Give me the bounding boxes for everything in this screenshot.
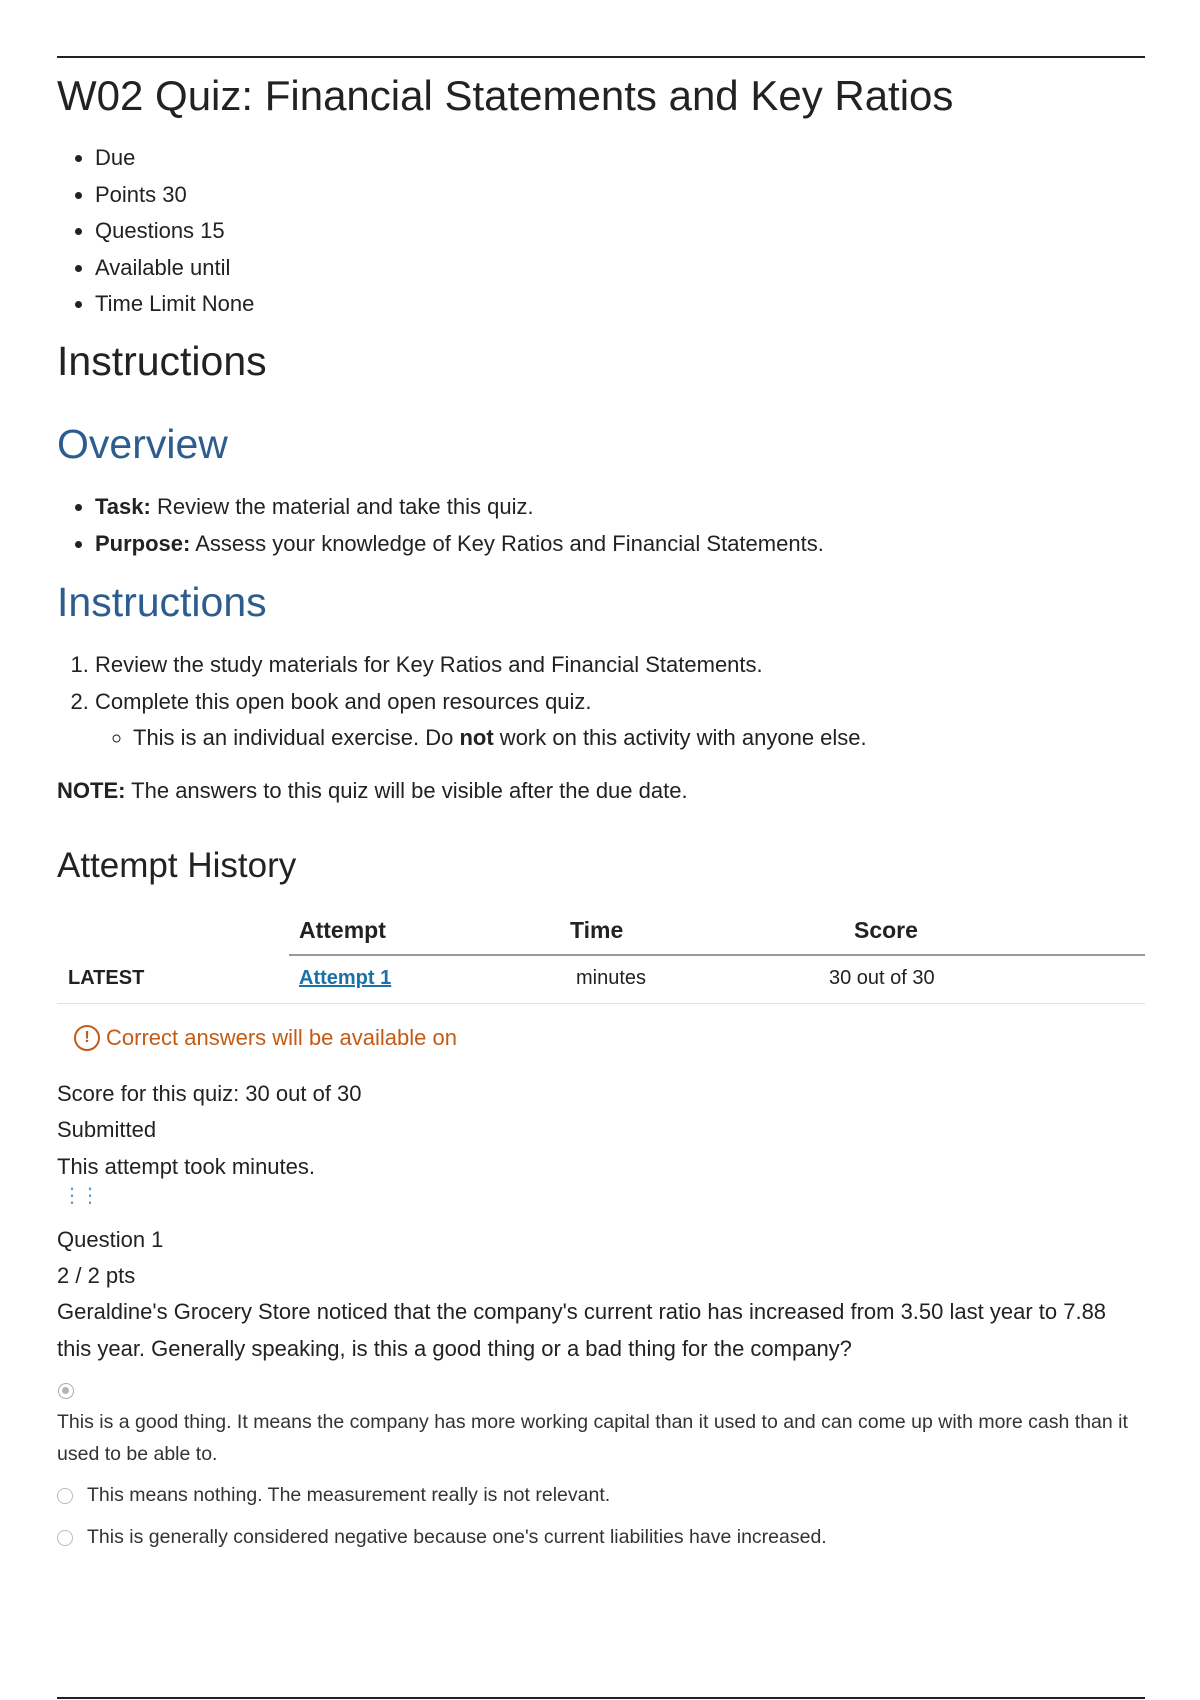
submitted-status: Submitted	[57, 1117, 157, 1142]
due-detail: • Due	[95, 140, 254, 177]
overview-item-purpose	[95, 526, 824, 563]
steps-heading: Instructions	[57, 579, 267, 625]
subitem-emphasis: not	[459, 725, 494, 750]
instructions-heading: Instructions	[57, 338, 267, 384]
note-label: NOTE:	[57, 778, 126, 803]
steps-list	[57, 647, 867, 757]
subitem-text-after: work on this activity with anyone else.	[493, 725, 867, 750]
answer-3-text: This is generally considered negative because one's current liabilities have increased.	[87, 1526, 827, 1548]
purpose-label: Purpose:	[95, 530, 191, 556]
time-column-header: Time	[570, 917, 624, 943]
answer-2-text: This means nothing. The measurement really is not relevant.	[87, 1484, 611, 1506]
step-2-text: Complete this open book and open resources quiz.	[95, 688, 592, 714]
subitem-text-before: This is an individual exercise. Do	[133, 725, 460, 750]
correct-answers-notice	[74, 1025, 457, 1051]
answer-3-radio[interactable]	[57, 1530, 73, 1546]
questions-detail: • Questions 15	[95, 213, 254, 250]
step-1: 1. Review the study materials for Key Ratios and Financial Statements.	[95, 647, 867, 684]
points-detail: • Points 30	[95, 177, 254, 214]
drag-handle-icon[interactable]: ⋮⋮	[62, 1185, 98, 1207]
attempt-score: 30 out of 30	[829, 967, 935, 989]
header-divider	[289, 954, 1145, 956]
time-limit-detail: • Time Limit None	[95, 286, 254, 323]
score-column-header: Score	[854, 917, 918, 943]
overview-list	[57, 489, 824, 562]
warning-icon: !	[74, 1025, 100, 1051]
latest-label: LATEST	[68, 967, 145, 989]
step-2-sublist	[95, 720, 867, 757]
quiz-details-list	[57, 140, 254, 323]
attempt-history-table	[57, 907, 1145, 1005]
top-divider	[57, 56, 1145, 58]
notice-text: Correct answers will be available on	[106, 1025, 457, 1050]
bottom-divider	[57, 1697, 1145, 1699]
answer-1-text: This is a good thing. It means the company has more working capital than it used to and can come up with more cash than it used to be able to.	[57, 1411, 1128, 1465]
question-text: Geraldine's Grocery Store noticed that the company's current ratio has increased from 3.50 last year to 7.88 this year. Generally speaking, is this a good thing or a bad thing for the company?	[57, 1299, 1107, 1361]
step-2	[95, 684, 867, 757]
note-text: The answers to this quiz will be visible after the due date.	[125, 778, 688, 803]
question-number: Question 1	[57, 1227, 164, 1252]
attempt-duration: This attempt took minutes.	[57, 1154, 315, 1179]
available-until-detail: • Available until	[95, 250, 254, 287]
task-text: Review the material and take this quiz.	[150, 494, 534, 519]
attempt-time: minutes	[576, 967, 647, 989]
attempt-history-heading: Attempt History	[57, 846, 297, 885]
answer-3[interactable]	[57, 1526, 827, 1549]
question-points: 2 / 2 pts	[57, 1263, 136, 1288]
answer-1-radio[interactable]	[58, 1383, 74, 1399]
page-title: W02 Quiz: Financial Statements and Key Ratios	[57, 72, 954, 119]
attempt-1-link[interactable]: Attempt 1	[299, 967, 392, 989]
quiz-score: Score for this quiz: 30 out of 30	[57, 1081, 362, 1106]
attempt-column-header: Attempt	[299, 917, 386, 943]
answer-2-radio[interactable]	[57, 1488, 73, 1504]
purpose-text: Assess your knowledge of Key Ratios and Financial Statements.	[190, 530, 824, 556]
overview-heading: Overview	[57, 421, 228, 467]
task-label: Task:	[95, 494, 151, 519]
answer-2[interactable]	[57, 1484, 610, 1507]
step-2-subitem	[133, 720, 867, 757]
note	[57, 773, 688, 809]
row-divider	[57, 1003, 1145, 1004]
overview-item-task	[95, 489, 824, 526]
